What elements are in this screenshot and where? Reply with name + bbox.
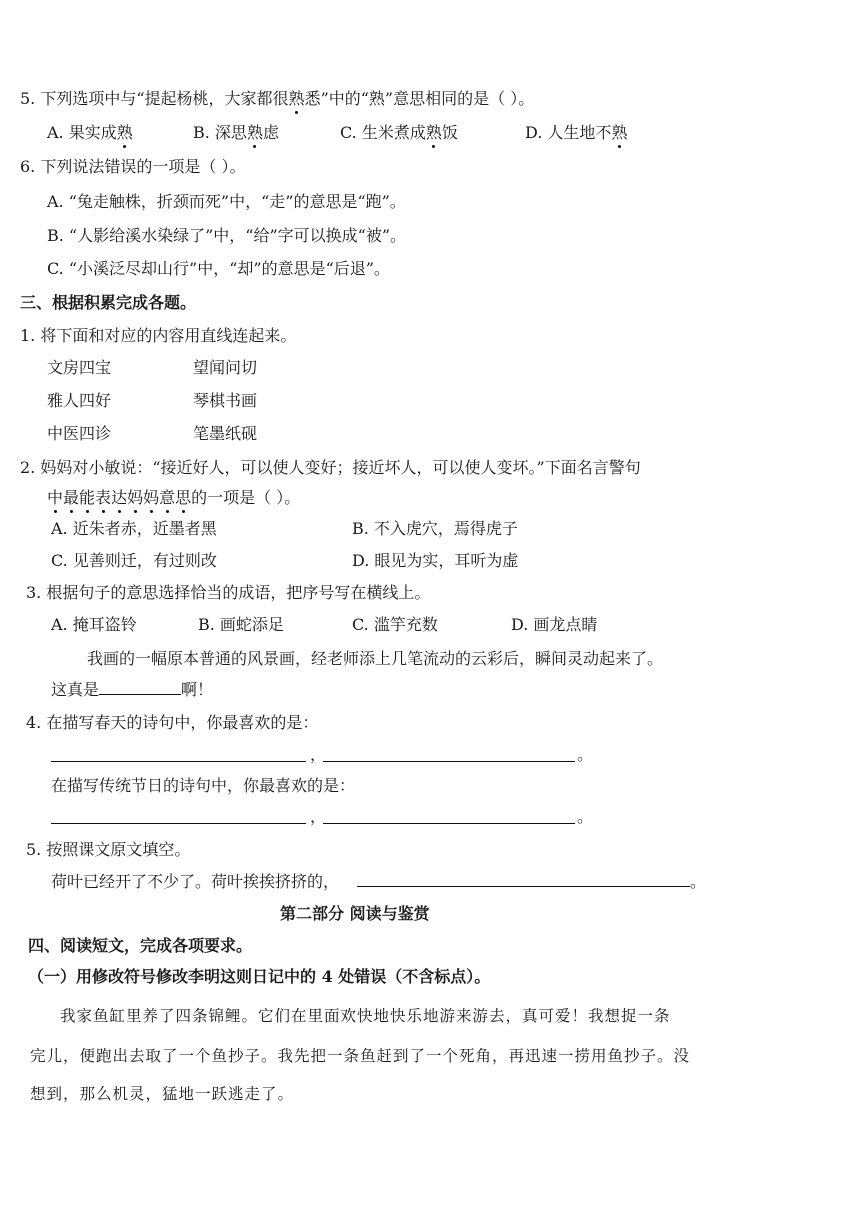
- answer-blank[interactable]: [51, 823, 306, 824]
- s3-q2-stem-line1: 2. 妈妈对小敏说：“接近好人，可以使人变好；接近坏人，可以使人变坏。”下面名言警句: [20, 458, 641, 477]
- s3-q2-option-b: B. 不入虎穴，焉得虎子: [352, 519, 518, 538]
- q6-option-b: B. “人影给溪水染绿了”中，“给”字可以换成“被”。: [47, 226, 407, 245]
- emphasis-char: 达: [111, 488, 128, 507]
- q6-stem: 6. 下列说法错误的一项是（ ）。: [20, 157, 246, 176]
- diary-line-3: 想到，那么机灵，猛地一跃逃走了。: [30, 1085, 295, 1103]
- emphasis-char: 熟: [611, 123, 628, 142]
- part2-title: 第二部分 阅读与鉴赏: [280, 904, 430, 923]
- s3-q3-stem: 3. 根据句子的意思选择恰当的成语，把序号写在横线上。: [26, 583, 431, 602]
- emphasis-char: 妈: [143, 488, 160, 507]
- period: 。: [577, 745, 594, 764]
- match-right-3: 笔墨纸砚: [193, 424, 258, 443]
- emphasis-char: 表: [95, 488, 112, 507]
- comma: ，: [310, 745, 327, 764]
- s3-q3-option-d: D. 画龙点睛: [511, 615, 598, 634]
- q5-option-b: B. 深思熟虑: [193, 123, 279, 142]
- s3-q3-option-c: C. 滥竽充数: [352, 615, 438, 634]
- emphasis-char: 意: [159, 488, 176, 507]
- emphasis-char: 妈: [127, 488, 144, 507]
- q5-stem: 5. 下列选项中与“提起杨桃，大家都很熟悉”中的“熟”意思相同的是（ ）。: [20, 89, 535, 108]
- match-left-3: 中医四诊: [47, 424, 112, 443]
- answer-blank[interactable]: [99, 679, 181, 695]
- emphasis-char: 能: [79, 488, 96, 507]
- period: 。: [577, 807, 594, 826]
- section4-title: 四、阅读短文，完成各项要求。: [28, 936, 253, 955]
- s3-q3-option-b: B. 画蛇添足: [198, 615, 284, 634]
- s3-q2-option-d: D. 眼见为实，耳听为虚: [352, 551, 519, 570]
- emphasis-char: 熟: [116, 123, 133, 142]
- s3-q3-fill: 这真是 啊！: [51, 680, 214, 699]
- diary-line-2: 完儿，便跑出去取了一个鱼抄子。我先把一条鱼赶到了一个死角，再迅速一捞用鱼抄子。没: [30, 1047, 691, 1065]
- q5-option-c: C. 生米煮成熟饭: [340, 123, 458, 142]
- s3-q3-sentence: 我画的一幅原本普通的风景画，经老师添上几笔流动的云彩后，瞬间灵动起来了。: [87, 649, 664, 668]
- emphasis-char: 熟: [246, 123, 263, 142]
- diary-line-1: 我家鱼缸里养了四条锦鲤。它们在里面欢快地快乐地游来游去，真可爱！我想捉一条: [60, 1007, 671, 1025]
- s3-q2-stem-line2: 中最能表达妈妈意思的一项是（ ）。: [47, 488, 301, 507]
- s3-q1-stem: 1. 将下面和对应的内容用直线连起来。: [20, 326, 297, 345]
- s3-q3-option-a: A. 掩耳盗铃: [51, 615, 137, 634]
- emphasis-char: 熟: [425, 123, 442, 142]
- section3-title: 三、根据积累完成各题。: [20, 293, 197, 312]
- answer-blank[interactable]: [51, 761, 306, 762]
- answer-blank[interactable]: [357, 886, 690, 887]
- match-right-1: 望闻问切: [193, 358, 258, 377]
- answer-blank[interactable]: [323, 823, 575, 824]
- s3-q5-fill: 荷叶已经开了不少了。荷叶挨挨挤挤的，: [51, 872, 340, 891]
- emphasis-char: 熟: [288, 89, 305, 108]
- s3-q4-stem: 4. 在描写春天的诗句中，你最喜欢的是：: [26, 713, 319, 732]
- sub1-title: （一）用修改符号修改李明这则日记中的 4 处错误（不含标点）。: [28, 967, 491, 986]
- comma: ，: [310, 807, 327, 826]
- s3-q2-option-c: C. 见善则迁，有过则改: [51, 551, 217, 570]
- emphasis-char: 最: [63, 488, 80, 507]
- answer-blank[interactable]: [323, 761, 575, 762]
- s3-q5-stem: 5. 按照课文原文填空。: [26, 840, 191, 859]
- match-left-1: 文房四宝: [47, 358, 112, 377]
- emphasis-char: 思: [175, 488, 192, 507]
- emphasis-char: 中: [47, 488, 64, 507]
- match-right-2: 琴棋书画: [193, 391, 258, 410]
- s3-q4-stem2: 在描写传统节日的诗句中，你最喜欢的是：: [51, 776, 356, 795]
- period: 。: [690, 872, 707, 891]
- s3-q2-option-a: A. 近朱者赤，近墨者黑: [51, 519, 217, 538]
- q5-option-d: D. 人生地不熟: [525, 123, 628, 142]
- q6-option-a: A. “兔走触株，折颈而死”中，“走”的意思是“跑”。: [47, 192, 406, 211]
- q6-option-c: C. “小溪泛尽却山行”中，“却”的意思是“后退”。: [47, 259, 390, 278]
- match-left-2: 雅人四好: [47, 391, 112, 410]
- q5-option-a: A. 果实成熟: [47, 123, 133, 142]
